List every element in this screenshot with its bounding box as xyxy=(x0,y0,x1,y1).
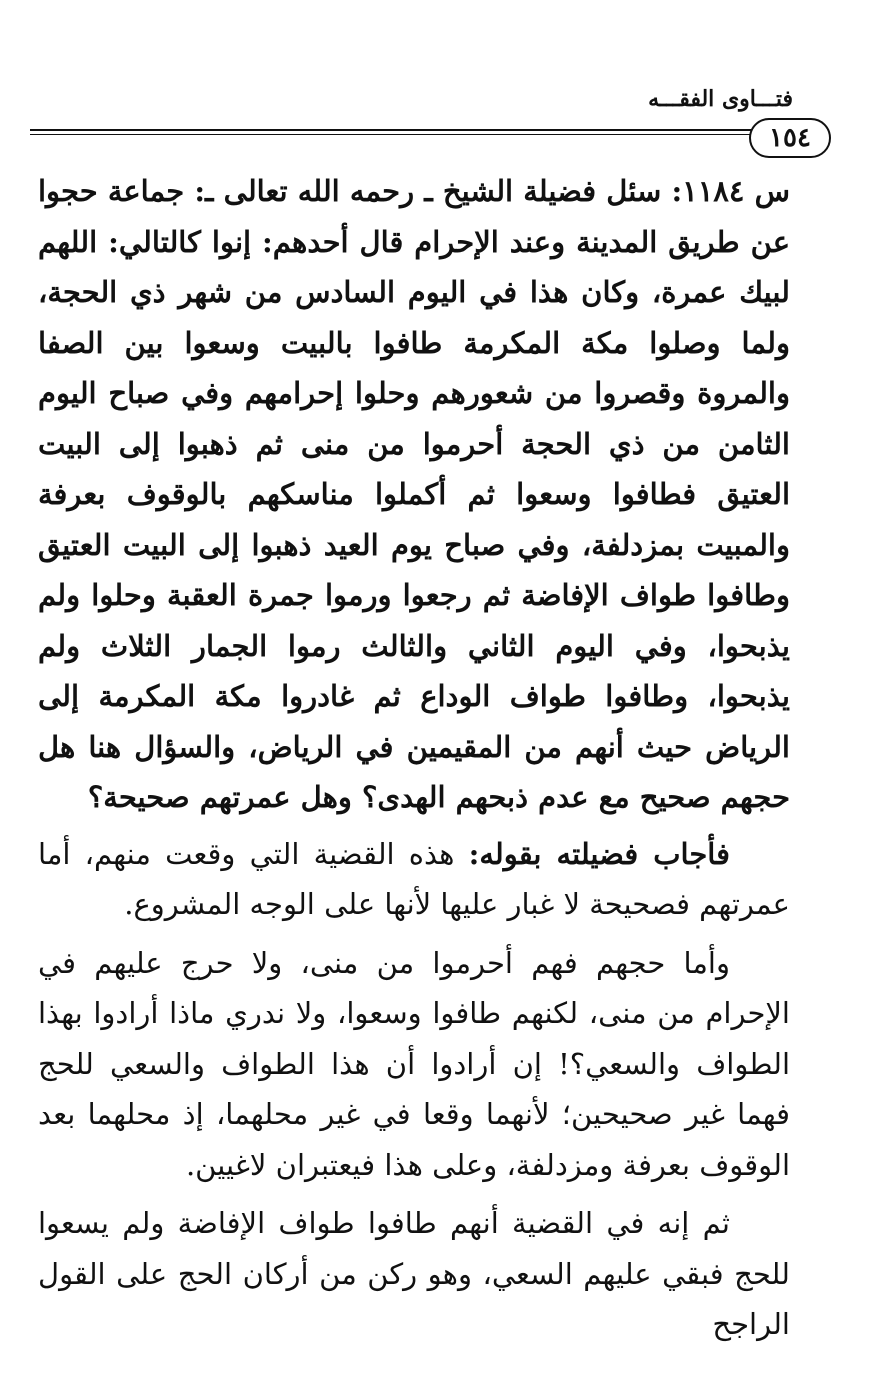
page-content xyxy=(38,166,790,1350)
running-title: فتـــاوى الفقـــه xyxy=(648,86,793,112)
answer-paragraph-2: وأما حجهم فهم أحرموا من منى، ولا حرج عليهم في الإحرام من منى، لكنهم طافوا وسعوا، ولا ندري ماذا أرادوا بهذا الطواف والسعي؟! إن أرادوا أن هذا الطواف والسعي للحج فهما غير صحيحين؛ لأنهما وقعا في غير محلهما، إذ محلهما بعد الوقوف بعرفة ومزدلفة، وعلى هذا فيعتبران لاغيين. xyxy=(38,945,790,1182)
page-number: ١٥٤ xyxy=(749,118,831,158)
answer-intro: فأجاب فضيلته بقوله: xyxy=(468,836,731,871)
question-text: سئل فضيلة الشيخ ـ رحمه الله تعالى ـ: جماعة حجوا عن طريق المدينة وعند الإحرام قال أحدهم: إنوا كالتالي: اللهم لبيك عمرة، وكان هذا في اليوم السادس من شهر ذي الحجة، ولما وصلوا مكة المكرمة طافوا بالبيت وسعوا بين الصفا والمروة وقصروا من شعورهم وحلوا إحرامهم وفي صباح اليوم الثامن من ذي الحجة أحرموا من منى ثم ذهبوا إلى البيت العتيق فطافوا وسعوا ثم أكملوا مناسكهم بالوقوف بعرفة والمبيت بمزدلفة، وفي صباح يوم العيد ذهبوا إلى البيت العتيق وطافوا طواف الإفاضة ثم رجعوا ورموا جمرة العقبة وحلوا ولم يذبحوا، وفي اليوم الثاني والثالث رموا الجمار الثلاث ولم يذبحوا، وطافوا طواف الوداع ثم غادروا مكة المكرمة إلى الرياض حيث أنهم من المقيمين في الرياض، والسؤال هنا هل حجهم صحيح مع عدم ذبحهم الهدى؟ وهل عمرتهم صحيحة؟ xyxy=(38,174,790,814)
question-number: س ١١٨٤: xyxy=(671,174,790,208)
question-paragraph xyxy=(38,166,790,823)
answer-paragraph-3: ثم إنه في القضية أنهم طافوا طواف الإفاضة ولم يسعوا للحج فبقي عليهم السعي، وهو ركن من أركان الحج على القول الراجح xyxy=(38,1206,790,1341)
header-rule xyxy=(30,129,755,135)
answer-text-1: هذه القضية التي وقعت منهم، أما عمرتهم فصحيحة لا غبار عليها لأنها على الوجه المشروع. xyxy=(38,836,790,921)
answer-paragraph-1 xyxy=(38,829,790,930)
